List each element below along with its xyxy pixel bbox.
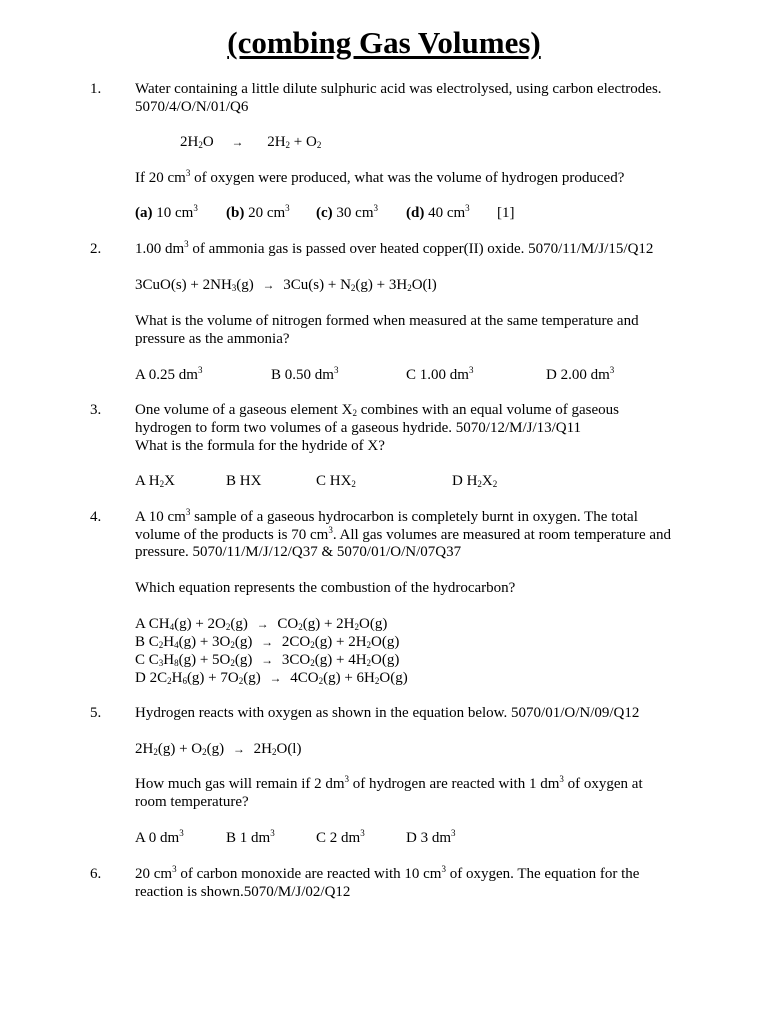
question-4-option-d: D $2C_2H_6(g) + 7O_2(g) \to 4CO_2(g) + 6H_2O(g)$ — [135, 670, 408, 686]
question-1-option-a: (a) 10 $cm^3$ — [135, 203, 198, 221]
question-1-equation: $2H_2O \to 2H_2 + O_2$ — [180, 134, 322, 150]
question-2-option-d: D 2.00 $dm^3$ — [546, 365, 615, 383]
question-6-line-1: 20 $cm^3$ of carbon monoxide are reacted with 10 $cm^3$ of oxygen. The equation for the — [135, 864, 640, 882]
question-3-option-d: D $H_2X_2$ — [452, 473, 498, 489]
reaction-arrow: → — [232, 742, 245, 756]
question-2-text: 1.00 $dm^3$ of ammonia gas is passed over heated copper(II) oxide. 5070/11/M/J/15/Q12 — [135, 239, 654, 257]
question-1-text: Water containing a little dilute sulphuric acid was electrolysed, using carbon electrodes. 5070/4/O/N/01/Q6 — [135, 81, 662, 115]
reaction-arrow: → — [261, 653, 274, 667]
question-2-prompt: What is the volume of nitrogen formed when measured at the same temperature and pressure as the ammonia? — [135, 313, 639, 347]
question-6-line-2: reaction is shown.5070/M/J/02/Q12 — [135, 884, 351, 900]
question-5-prompt-line-1: How much gas will remain if 2 $dm^3$ of hydrogen are reacted with 1 $dm^3$ of oxygen at — [135, 774, 643, 792]
question-number-1: 1. — [90, 81, 102, 97]
question-3-prompt: What is the formula for the hydride of X? — [135, 438, 385, 454]
question-4-option-b: B $C_2H_4(g) + 3O_2(g) \to 2CO_2(g) + 2H_2O(g)$ — [135, 634, 400, 650]
question-5-equation: $2H_2(g) + O_2(g) \to 2H_2O(l)$ — [135, 741, 302, 757]
question-number-3: 3. — [90, 402, 102, 418]
question-4-line-2: volume of the products is 70 $cm^3$. All gas volumes are measured at room temperature and — [135, 525, 672, 543]
question-3-line-2: hydrogen to form two volumes of a gaseous hydride. 5070/12/M/J/13/Q11 — [135, 420, 582, 436]
question-3-option-c: C $HX_2$ — [316, 473, 356, 489]
question-1-option-c: (c) 30 $cm^3$ — [316, 203, 378, 221]
question-4-option-a: A $CH_4(g) + 2O_2(g) \to CO_2(g) + 2H_2O(g)$ — [135, 616, 388, 632]
question-5-option-a: A 0 $dm^3$ — [135, 828, 184, 846]
question-number-4: 4. — [90, 509, 102, 525]
page-title: (combing Gas Volumes) — [227, 25, 541, 60]
question-5-text: Hydrogen reacts with oxygen as shown in the equation below. 5070/01/O/N/09/Q12 — [135, 705, 640, 721]
question-4-line-3: pressure. 5070/11/M/J/12/Q37 & 5070/01/O/N/07Q37 — [135, 544, 462, 560]
question-number-2: 2. — [90, 241, 102, 257]
question-2-option-c: C 1.00 $dm^3$ — [406, 365, 474, 383]
question-3-line-1: One volume of a gaseous element $X_2$ combines with an equal volume of gaseous — [135, 402, 619, 418]
question-5-option-d: D 3 $dm^3$ — [406, 828, 456, 846]
reaction-arrow: → — [256, 617, 269, 631]
reaction-arrow: → — [262, 278, 275, 292]
question-5-option-b: B 1 $dm^3$ — [226, 828, 275, 846]
question-5-option-c: C 2 $dm^3$ — [316, 828, 365, 846]
question-number-5: 5. — [90, 705, 102, 721]
question-1-option-d: (d) 40 $cm^3$ — [406, 203, 470, 221]
question-4-line-1: A 10 $cm^3$ sample of a gaseous hydrocarbon is completely burnt in oxygen. The total — [135, 507, 638, 525]
question-4-prompt: Which equation represents the combustion of the hydrocarbon? — [135, 580, 516, 596]
question-3-option-b: B HX — [226, 473, 262, 489]
question-number-6: 6. — [90, 866, 102, 882]
question-2-option-b: B 0.50 $dm^3$ — [271, 365, 339, 383]
question-1-marks: [1] — [497, 205, 515, 221]
question-1-prompt: If 20 $cm^3$ of oxygen were produced, what was the volume of hydrogen produced? — [135, 168, 625, 186]
reaction-arrow: → — [269, 671, 282, 685]
question-3-option-a: A $H_2X$ — [135, 473, 175, 489]
question-4-option-c: C $C_3H_8(g) + 5O_2(g) \to 3CO_2(g) + 4H_2O(g)$ — [135, 652, 400, 668]
question-1-option-b: (b) 20 $cm^3$ — [226, 203, 290, 221]
question-2-option-a: A 0.25 $dm^3$ — [135, 365, 203, 383]
reaction-arrow: → — [261, 635, 274, 649]
reaction-arrow: → — [231, 135, 244, 149]
question-2-equation: $3CuO(s) + 2NH_3(g) \to 3Cu(s) + N_2(g) + 3H_2O(l)$ — [135, 277, 437, 293]
question-5-prompt-line-2: room temperature? — [135, 794, 249, 810]
